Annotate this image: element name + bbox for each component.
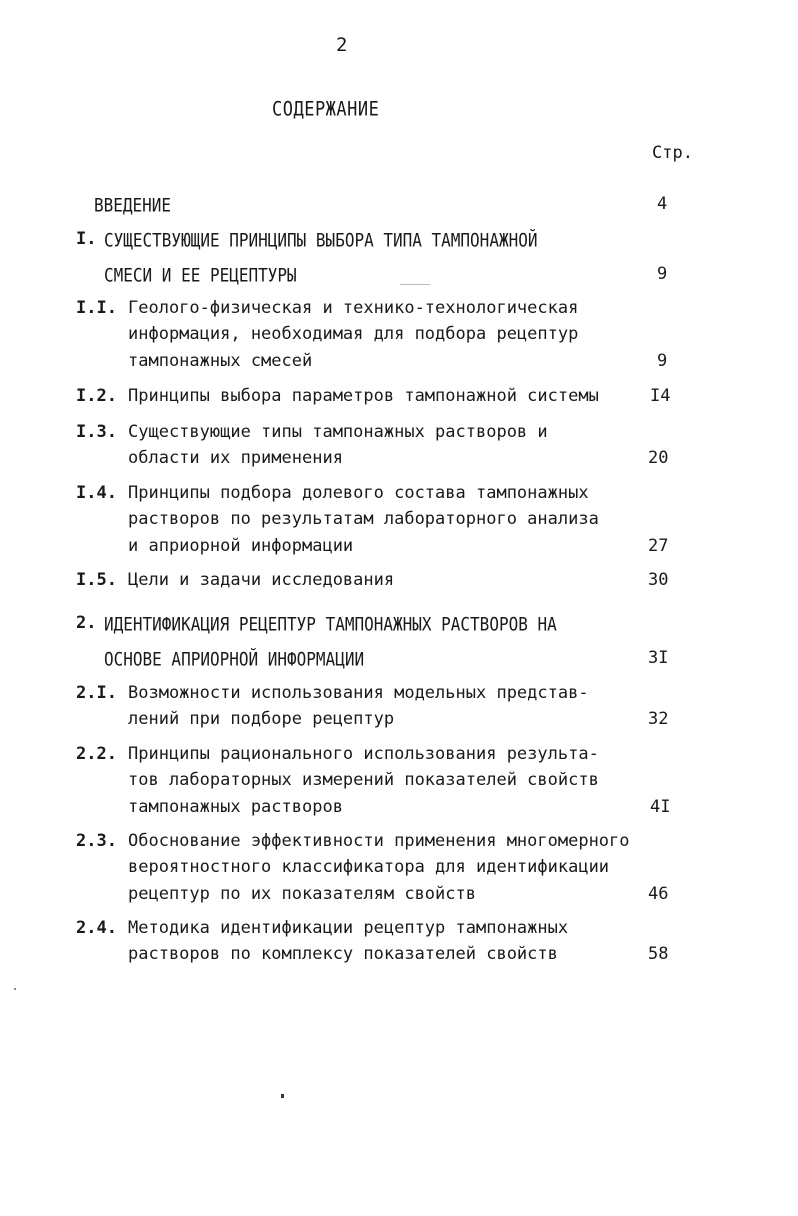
toc-entry-1-line: СМЕСИ И ЕЕ РЕЦЕПТУРЫ bbox=[104, 264, 297, 286]
toc-entry-2-2-page: 4I bbox=[650, 797, 671, 817]
toc-entry-1-3-line: области их применения bbox=[128, 448, 343, 468]
page-column-label: Стр. bbox=[652, 143, 693, 163]
toc-entry-2-1-line: Возможности использования модельных представ- bbox=[128, 683, 589, 703]
toc-entry-1-4-line: и априорной информации bbox=[128, 536, 354, 556]
toc-entry-2-2-line: тов лабораторных измерений показателей свойств bbox=[128, 770, 599, 790]
toc-entry-1-2-line: Принципы выбора параметров тампонажной системы bbox=[128, 386, 599, 406]
toc-entry-1-number: I. bbox=[76, 229, 97, 249]
toc-entry-1-2-number: I.2. bbox=[76, 386, 117, 406]
toc-entry-2-2-line: Принципы рационального использования результа- bbox=[128, 744, 599, 764]
toc-entry-1-2-page: I4 bbox=[650, 386, 671, 406]
toc-entry-1-line: СУЩЕСТВУЮЩИЕ ПРИНЦИПЫ ВЫБОРА ТИПА ТАМПОНАЖНОЙ bbox=[104, 229, 538, 251]
toc-entry-1-1-line: тампонажных смесей bbox=[128, 351, 313, 371]
toc-entry-2-1-line: лений при подборе рецептур bbox=[128, 709, 395, 729]
toc-entry-1-1-number: I.I. bbox=[76, 298, 117, 318]
toc-entry-2-3-number: 2.3. bbox=[76, 831, 117, 851]
toc-entry-1-3-page: 20 bbox=[648, 448, 669, 468]
toc-entry-2-page: 3I bbox=[648, 648, 669, 668]
toc-entry-1-5-line: Цели и задачи исследования bbox=[128, 570, 395, 590]
page-number: 2 bbox=[336, 34, 348, 56]
toc-entry-1-5-page: 30 bbox=[648, 570, 669, 590]
toc-entry-1-4-line: Принципы подбора долевого состава тампонажных bbox=[128, 483, 589, 503]
toc-entry-intro-page: 4 bbox=[657, 194, 668, 214]
toc-entry-2-number: 2. bbox=[76, 613, 97, 633]
toc-entry-2-3-page: 46 bbox=[648, 884, 669, 904]
toc-entry-2-1-number: 2.I. bbox=[76, 683, 117, 703]
toc-entry-1-4-number: I.4. bbox=[76, 483, 117, 503]
toc-entry-1-1-line: Геолого-физическая и технико-технологическая bbox=[128, 298, 579, 318]
toc-entry-2-1-page: 32 bbox=[648, 709, 669, 729]
toc-entry-2-3-line: Обоснование эффективности применения многомерного bbox=[128, 831, 630, 851]
toc-entry-2-3-line: рецептур по их показателям свойств bbox=[128, 884, 476, 904]
toc-entry-1-page: 9 bbox=[657, 264, 668, 284]
toc-entry-1-1-line: информация, необходимая для подбора рецептур bbox=[128, 324, 579, 344]
toc-entry-2-4-line: растворов по комплексу показателей свойств bbox=[128, 944, 558, 964]
toc-entry-2-line: ОСНОВЕ АПРИОРНОЙ ИНФОРМАЦИИ bbox=[104, 648, 365, 670]
scan-speck bbox=[14, 988, 16, 990]
scan-speck bbox=[400, 284, 430, 285]
toc-title: СОДЕРЖАНИЕ bbox=[272, 98, 380, 121]
toc-entry-intro-line: ВВЕДЕНИЕ bbox=[94, 194, 172, 216]
scan-speck bbox=[281, 1094, 284, 1098]
toc-entry-1-4-line: растворов по результатам лабораторного анализа bbox=[128, 509, 599, 529]
toc-entry-1-3-number: I.3. bbox=[76, 422, 117, 442]
toc-entry-1-3-line: Существующие типы тампонажных растворов и bbox=[128, 422, 548, 442]
toc-entry-2-4-number: 2.4. bbox=[76, 918, 117, 938]
toc-entry-1-5-number: I.5. bbox=[76, 570, 117, 590]
toc-entry-1-1-page: 9 bbox=[657, 351, 668, 371]
toc-entry-2-4-page: 58 bbox=[648, 944, 669, 964]
toc-entry-2-2-line: тампонажных растворов bbox=[128, 797, 343, 817]
toc-entry-2-3-line: вероятностного классификатора для идентификации bbox=[128, 857, 610, 877]
toc-entry-2-2-number: 2.2. bbox=[76, 744, 117, 764]
toc-entry-2-line: ИДЕНТИФИКАЦИЯ РЕЦЕПТУР ТАМПОНАЖНЫХ РАСТВОРОВ НА bbox=[104, 613, 557, 635]
toc-entry-1-4-page: 27 bbox=[648, 536, 669, 556]
toc-entry-2-4-line: Методика идентификации рецептур тампонажных bbox=[128, 918, 569, 938]
